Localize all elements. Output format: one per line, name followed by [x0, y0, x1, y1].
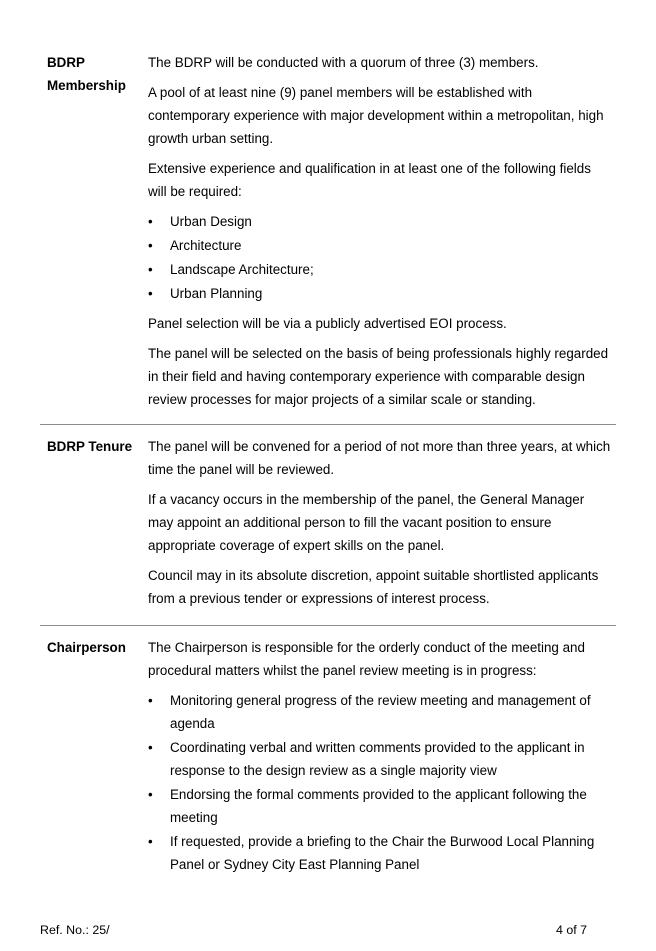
section-body-chairperson: [148, 636, 613, 883]
bullet-icon: •: [148, 740, 153, 755]
section-body-membership: [148, 51, 613, 418]
list-item: [148, 783, 613, 829]
bullet-list-duties: [148, 689, 613, 876]
list-item: [148, 234, 613, 257]
bullet-icon: •: [148, 787, 153, 802]
paragraph: Council may in its absolute discretion, appoint suitable shortlisted applicants from a previous tender or expressions of interest process.: [148, 568, 599, 606]
list-item: [148, 689, 613, 735]
list-item: [148, 210, 613, 233]
label-line-1: BDRP: [47, 55, 85, 70]
list-item-text: Landscape Architecture;: [170, 262, 314, 277]
bullet-list-fields: [148, 210, 613, 305]
label-line-2: Membership: [47, 78, 126, 93]
section-body-tenure: [148, 435, 613, 617]
list-item: [148, 830, 613, 876]
paragraph: The panel will be convened for a period of not more than three years, at which time the panel will be reviewed.: [148, 439, 611, 477]
paragraph: The Chairperson is responsible for the orderly conduct of the meeting and procedural matters whilst the panel review meeting is in progress:: [148, 640, 585, 678]
bullet-icon: •: [148, 693, 153, 708]
bullet-icon: •: [148, 238, 153, 253]
section-divider: [40, 625, 616, 626]
paragraph: A pool of at least nine (9) panel members will be established with contemporary experience with major development within a metropolitan, high growth urban setting.: [148, 85, 604, 146]
paragraph: The BDRP will be conducted with a quorum of three (3) members.: [148, 55, 539, 70]
footer-reference: Ref. No.: 25/: [40, 923, 110, 937]
list-item-text: If requested, provide a briefing to the Chair the Burwood Local Planning Panel or Sydney City East Planning Panel: [170, 834, 595, 872]
paragraph: Panel selection will be via a publicly advertised EOI process.: [148, 316, 507, 331]
paragraph: Extensive experience and qualification in at least one of the following fields will be required:: [148, 161, 591, 199]
section-divider: [40, 424, 616, 425]
bullet-icon: •: [148, 286, 153, 301]
list-item-text: Urban Design: [170, 214, 252, 229]
paragraph: If a vacancy occurs in the membership of the panel, the General Manager may appoint an additional person to fill the vacant position to ensure appropriate coverage of expert skills on the panel.: [148, 492, 585, 553]
section-label-chairperson: Chairperson: [47, 640, 126, 655]
list-item-text: Endorsing the formal comments provided to the applicant following the meeting: [170, 787, 587, 825]
paragraph: The panel will be selected on the basis of being professionals highly regarded in their field and having contemporary experience with comparable design review processes for major projects of a similar scale or standing.: [148, 346, 609, 407]
footer-page-number: 4 of 7: [555, 923, 587, 937]
section-label-tenure: BDRP Tenure: [47, 439, 133, 454]
list-item: [148, 282, 613, 305]
bullet-icon: •: [148, 262, 153, 277]
list-item-text: Coordinating verbal and written comments provided to the applicant in response to the design review as a single majority view: [170, 740, 585, 778]
bullet-icon: •: [148, 834, 153, 849]
list-item-text: Architecture: [170, 238, 242, 253]
list-item-text: Monitoring general progress of the review meeting and management of agenda: [170, 693, 591, 731]
list-item: [148, 736, 613, 782]
bullet-icon: •: [148, 214, 153, 229]
list-item-text: Urban Planning: [170, 286, 263, 301]
list-item: [148, 258, 613, 281]
section-label-membership: [47, 51, 147, 97]
